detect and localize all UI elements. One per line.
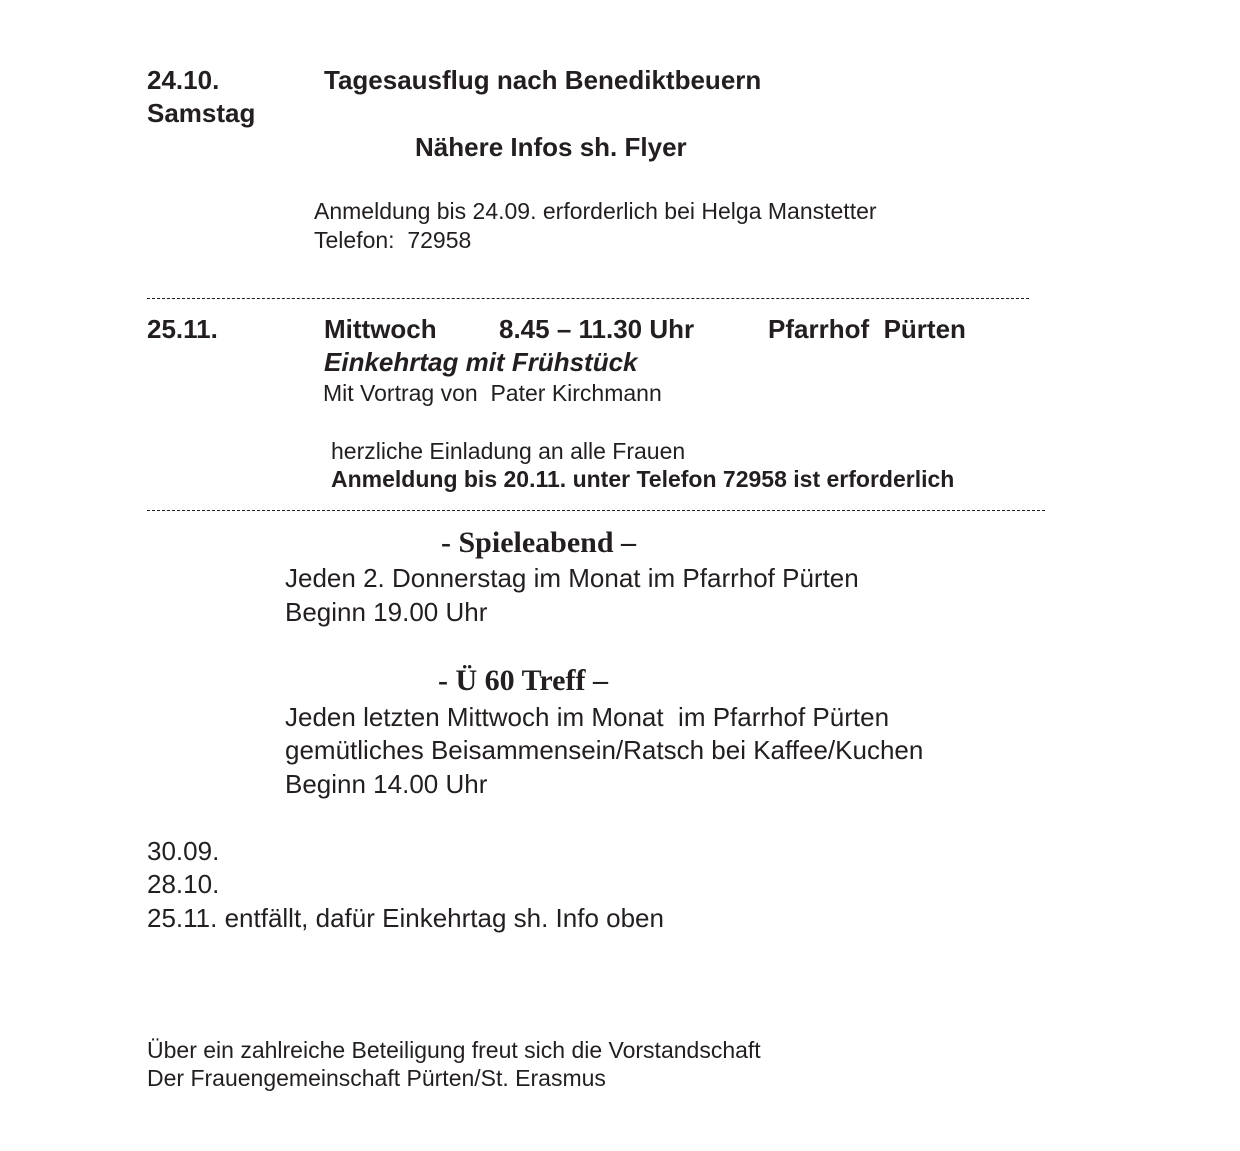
event2-registration: Anmeldung bis 20.11. unter Telefon 72958 ist erforderlich (331, 466, 955, 492)
footer-line2: Der Frauengemeinschaft Pürten/St. Erasmus (147, 1065, 606, 1091)
event1-phone: Telefon: 72958 (314, 227, 472, 253)
event2-time: 8.45 – 11.30 Uhr (499, 314, 695, 344)
event1-registration: Anmeldung bis 24.09. erforderlich bei Helga Manstetter (314, 198, 877, 224)
treff-heading: - Ü 60 Treff – (438, 664, 608, 697)
treff-line2: gemütliches Beisammensein/Ratsch bei Kaffee/Kuchen (285, 735, 924, 765)
event1-title: Tagesausflug nach Benediktbeuern (324, 65, 762, 95)
event2-weekday: Mittwoch (324, 314, 437, 344)
event2-title: Einkehrtag mit Frühstück (324, 347, 638, 377)
divider-1 (147, 298, 1029, 299)
event1-weekday: Samstag (147, 98, 256, 128)
event2-location: Pfarrhof Pürten (768, 314, 966, 344)
date-item-1: 30.09. (147, 836, 220, 866)
treff-line1: Jeden letzten Mittwoch im Monat im Pfarrhof Pürten (285, 702, 890, 732)
date-item-2: 28.10. (147, 869, 220, 899)
spieleabend-heading: - Spieleabend – (441, 526, 637, 559)
date-item-3: 25.11. entfällt, dafür Einkehrtag sh. Info oben (147, 903, 664, 933)
event2-talk: Mit Vortrag von Pater Kirchmann (323, 380, 662, 406)
treff-line3: Beginn 14.00 Uhr (285, 769, 488, 799)
event1-info: Nähere Infos sh. Flyer (415, 132, 687, 162)
event1-date: 24.10. (147, 65, 220, 95)
event2-date: 25.11. (147, 314, 218, 344)
divider-2 (147, 510, 1045, 511)
footer-line1: Über ein zahlreiche Beteiligung freut sich die Vorstandschaft (147, 1037, 761, 1063)
event2-invite: herzliche Einladung an alle Frauen (331, 438, 686, 464)
spieleabend-line2: Beginn 19.00 Uhr (285, 597, 488, 627)
spieleabend-line1: Jeden 2. Donnerstag im Monat im Pfarrhof Pürten (285, 563, 859, 593)
